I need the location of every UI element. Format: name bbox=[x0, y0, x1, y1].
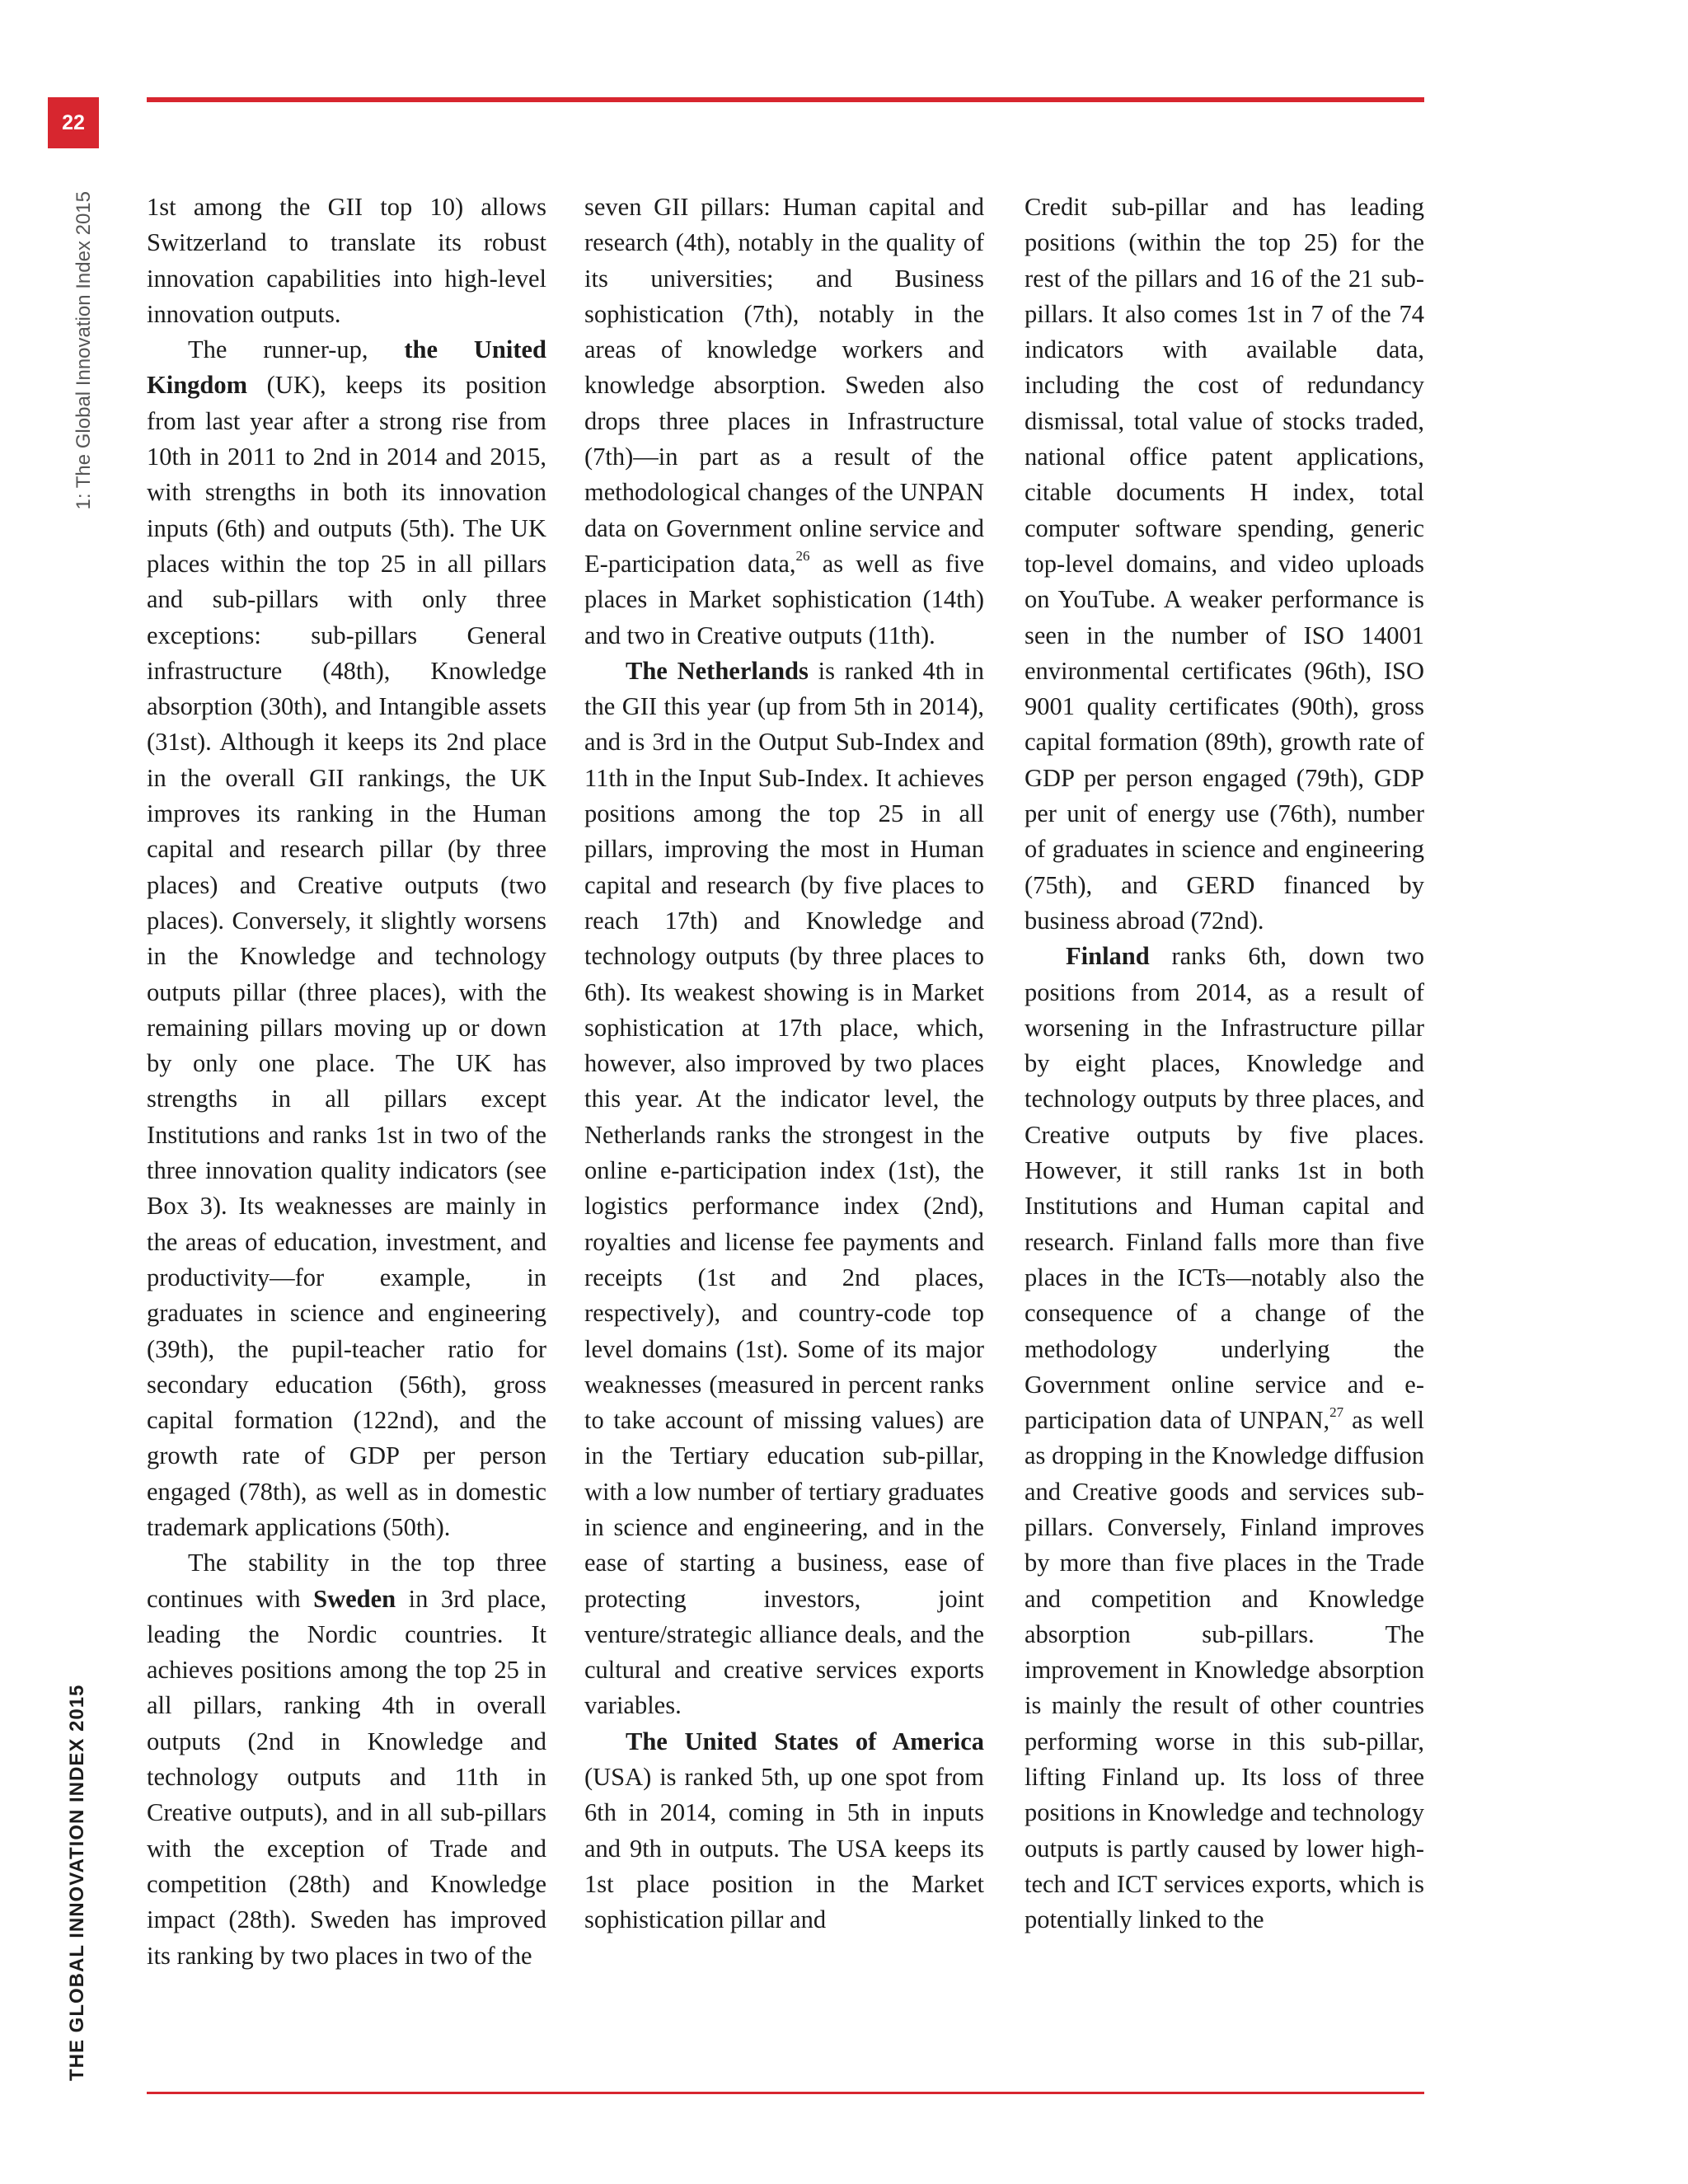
paragraph: 1st among the GII top 10) allows Switzerland to translate its robust innovation capabilities into high-level innovation outputs. bbox=[147, 193, 546, 328]
text-column-1 bbox=[147, 190, 546, 1974]
paragraph-usa bbox=[584, 1724, 984, 1938]
text: ranks 6th, down two positions from 2014, as a result of worsening in the Infrastructure pillar by eight places, Knowledge and technology outputs by three places, and Creative outputs by five places. However, it still ranks 1st in both Institutions and Human capital and research. Finland falls more than five places in the ICTs—notably also the consequence of a change of the methodology underlying the Government online service and e-participation data of UNPAN, bbox=[1025, 942, 1424, 1435]
country-name: Sweden bbox=[313, 1584, 396, 1613]
country-name: The Netherlands bbox=[626, 656, 809, 685]
report-label: THE GLOBAL INNOVATION INDEX 2015 bbox=[66, 1684, 88, 2081]
paragraph-sweden-cont bbox=[584, 190, 984, 654]
text: The stability in the top three continues with bbox=[147, 1549, 546, 1613]
text: seven GII pillars: Human capital and research (4th), notably in the quality of its universities; and Business sophistication (7th), notably in the areas of knowledge workers and knowledge absorption. Sweden also drops three places in Infrastructure (7th)—in part as a result of the methodological changes of the UNPAN data on Government online service and E-participation data, bbox=[584, 193, 984, 578]
paragraph-finland bbox=[1025, 939, 1424, 1938]
paragraph-netherlands bbox=[584, 654, 984, 1724]
text-column-2 bbox=[584, 190, 984, 1938]
footer-rule bbox=[147, 2092, 1424, 2094]
paragraph-usa-cont: Credit sub-pillar and has leading positions (within the top 25) for the rest of the pillars and 16 of the 21 sub-pillars. It also comes 1st in 7 of the 74 indicators with available data, including the cost of redundancy dismissal, total value of stocks traded, national office patent applications, citable documents H index, total computer software spending, generic top-level domains, and video uploads on YouTube. A weaker performance is seen in the number of ISO 14001 environmental certificates (96th), ISO 9001 quality certificates (90th), gross capital formation (89th), growth rate of GDP per person engaged (79th), GDP per unit of energy use (76th), number of graduates in science and engineering (75th), and GERD financed by business abroad (72nd). bbox=[1025, 193, 1424, 935]
paragraph-sweden bbox=[147, 1545, 546, 1974]
chapter-label: 1: The Global Innovation Index 2015 bbox=[73, 191, 95, 510]
text-column-3 bbox=[1025, 190, 1424, 1938]
text: The runner-up, bbox=[188, 335, 405, 364]
footnote-ref: 27 bbox=[1329, 1404, 1344, 1421]
text: as well as five places in Market sophistication (14th) and two in Creative outputs (11th). bbox=[584, 549, 984, 649]
text: in 3rd place, leading the Nordic countries. It achieves positions among the top 25 in all pillars, ranking 4th in overall outputs (2nd in Knowledge and technology outputs and 11th in Creative outputs), and in all sub-pillars with the exception of Trade and competition (28th) and Knowledge impact (28th). Sweden has improved its ranking by two places in two of the bbox=[147, 1584, 547, 1970]
country-name: Finland bbox=[1066, 942, 1150, 971]
text: (UK), keeps its position from last year after a strong rise from 10th in 2011 to 2nd in 2014 and 2015, with strengths in both its innovation inputs (6th) and outputs (5th). The UK places within the top 25 in all pillars and sub-pillars with only three exceptions: sub-pillars General infrastructure (48th), Knowledge absorption (30th), and Intangible assets (31st). Although it keeps its 2nd place in the overall GII rankings, the UK improves its ranking in the Human capital and research pillar (by three places) and Creative outputs (two places). Conversely, it slightly worsens in the Knowledge and technology outputs pillar (three places), with the remaining pillars moving up or down by only one place. The UK has strengths in all pillars except Institutions and ranks 1st in two of the three innovation quality indicators (see Box 3). Its weaknesses are mainly in the areas of education, investment, and productivity—for example, in graduates in science and engineering (39th), the pupil-teacher ratio for secondary education (56th), gross capital formation (122nd), and the growth rate of GDP per person engaged (78th), as well as in domestic trademark applications (50th). bbox=[147, 371, 546, 1541]
paragraph-united-kingdom bbox=[147, 332, 546, 1545]
footnote-ref: 26 bbox=[795, 547, 810, 564]
text: is ranked 4th in the GII this year (up from 5th in 2014), and is 3rd in the Output Sub-Index and 11th in the Input Sub-Index. It achieves positions among the top 25 in all pillars, improving the most in Human capital and research (by five places to reach 17th) and Knowledge and technology outputs (by three places to 6th). Its weakest showing is in Market sophistication at 17th place, which, however, also improved by two places this year. At the indicator level, the Netherlands ranks the strongest in the online e-participation index (1st), the logistics performance index (2nd), royalties and license fee payments and receipts (1st and 2nd places, respectively), and country-code top level domains (1st). Some of its major weaknesses (measured in percent ranks to take account of missing values) are in the Tertiary education sub-pillar, with a low number of tertiary graduates in science and engineering, and in the ease of starting a business, ease of protecting investors, joint venture/strategic alliance deals, and the cultural and creative services exports variables. bbox=[584, 656, 984, 1720]
country-name: The United States of America bbox=[626, 1727, 984, 1755]
header-rule bbox=[147, 97, 1424, 102]
text: as well as dropping in the Knowledge diffusion and Creative goods and services sub-pillars. Conversely, Finland improves by more than five places in the Trade and competition and Knowledge absorption sub-pillars. The improvement in Knowledge absorption is mainly the result of other countries performing worse in this sub-pillar, lifting Finland up. Its loss of three positions in Knowledge and technology outputs is partly caused by lower high-tech and ICT services exports, which is potentially linked to the bbox=[1025, 1406, 1424, 1934]
country-name: the United Kingdom bbox=[147, 335, 546, 400]
text: (USA) is ranked 5th, up one spot from 6th in 2014, coming in 5th in inputs and 9th in outputs. The USA keeps its 1st place position in the Market sophistication pillar and bbox=[584, 1763, 984, 1934]
page-number: 22 bbox=[48, 97, 99, 148]
